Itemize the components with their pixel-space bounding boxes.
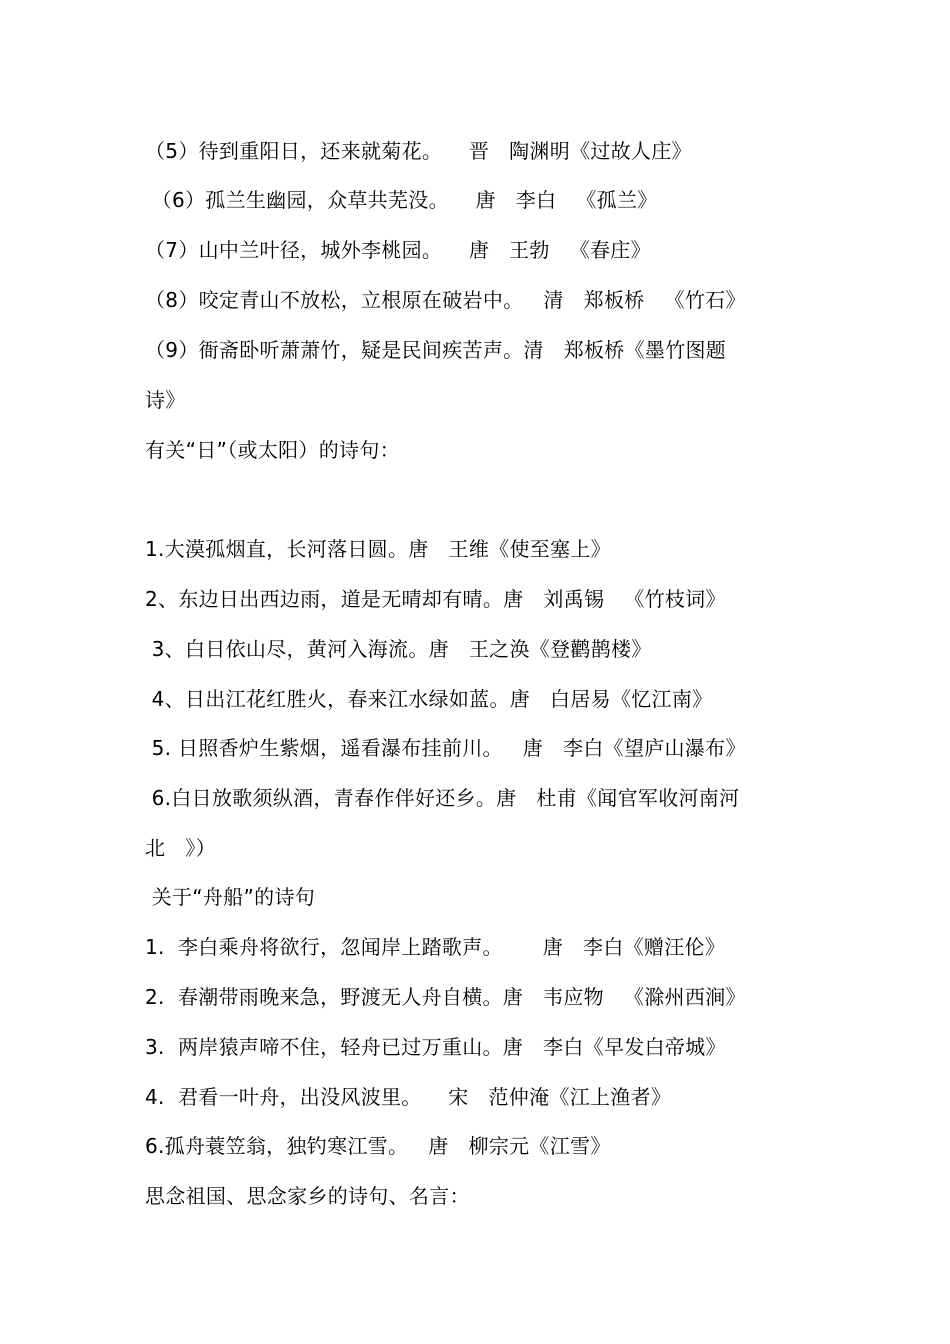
- sun-poem-2: 2、东边日出西边雨，道是无晴却有晴。唐 刘禹锡 《竹枝词》: [145, 587, 726, 611]
- section-heading-sun: 有关“日”（或太阳）的诗句：: [145, 438, 400, 462]
- poem-line-9-continued: 诗》: [145, 388, 186, 412]
- section-heading-homeland: 思念祖国、思念家乡的诗句、名言：: [145, 1184, 470, 1208]
- sun-poem-1: 1.大漠孤烟直，长河落日圆。唐 王维《使至塞上》: [145, 537, 611, 561]
- poem-line-5: （5）待到重阳日，还来就菊花。 晋 陶渊明《过故人庄》: [145, 139, 692, 163]
- sun-poem-5: 5. 日照香炉生紫烟，遥看瀑布挂前川。 唐 李白《望庐山瀑布》: [145, 736, 746, 760]
- boat-poem-1: 1. 李白乘舟将欲行，忽闻岸上踏歌声。 唐 李白《赠汪伦》: [145, 935, 726, 959]
- sun-poem-6: 6.白日放歌须纵酒，青春作伴好还乡。唐 杜甫《闻官军收河南河: [145, 786, 740, 810]
- sun-poem-4: 4、日出江花红胜火，春来江水绿如蓝。唐 白居易《忆江南》: [145, 687, 713, 711]
- boat-poem-2: 2. 春潮带雨晚来急，野渡无人舟自横。唐 韦应物 《滁州西涧》: [145, 985, 746, 1009]
- sun-poem-6-continued: 北 》）: [145, 836, 216, 860]
- sun-poem-3: 3、白日依山尽，黄河入海流。唐 王之涣《登鹳鹊楼》: [145, 637, 652, 661]
- poem-line-8: （8）咬定青山不放松，立根原在破岩中。 清 郑板桥 《竹石》: [145, 288, 746, 312]
- boat-poem-6: 6.孤舟蓑笠翁，独钓寒江雪。 唐 柳宗元《江雪》: [145, 1134, 611, 1158]
- boat-poem-4: 4. 君看一叶舟，出没风波里。 宋 范仲淹《江上渔者》: [145, 1085, 672, 1109]
- poem-line-9: （9）衙斋卧听萧萧竹，疑是民间疾苦声。清 郑板桥《墨竹图题: [145, 338, 727, 362]
- poem-line-6: （6）孤兰生幽园，众草共芜没。 唐 李白 《孤兰》: [145, 188, 658, 212]
- boat-poem-3: 3. 两岸猿声啼不住，轻舟已过万重山。唐 李白《早发白帝城》: [145, 1035, 726, 1059]
- section-heading-boat: 关于“舟船”的诗句: [145, 885, 316, 909]
- poem-line-7: （7）山中兰叶径，城外李桃园。 唐 王勃 《春庄》: [145, 238, 651, 262]
